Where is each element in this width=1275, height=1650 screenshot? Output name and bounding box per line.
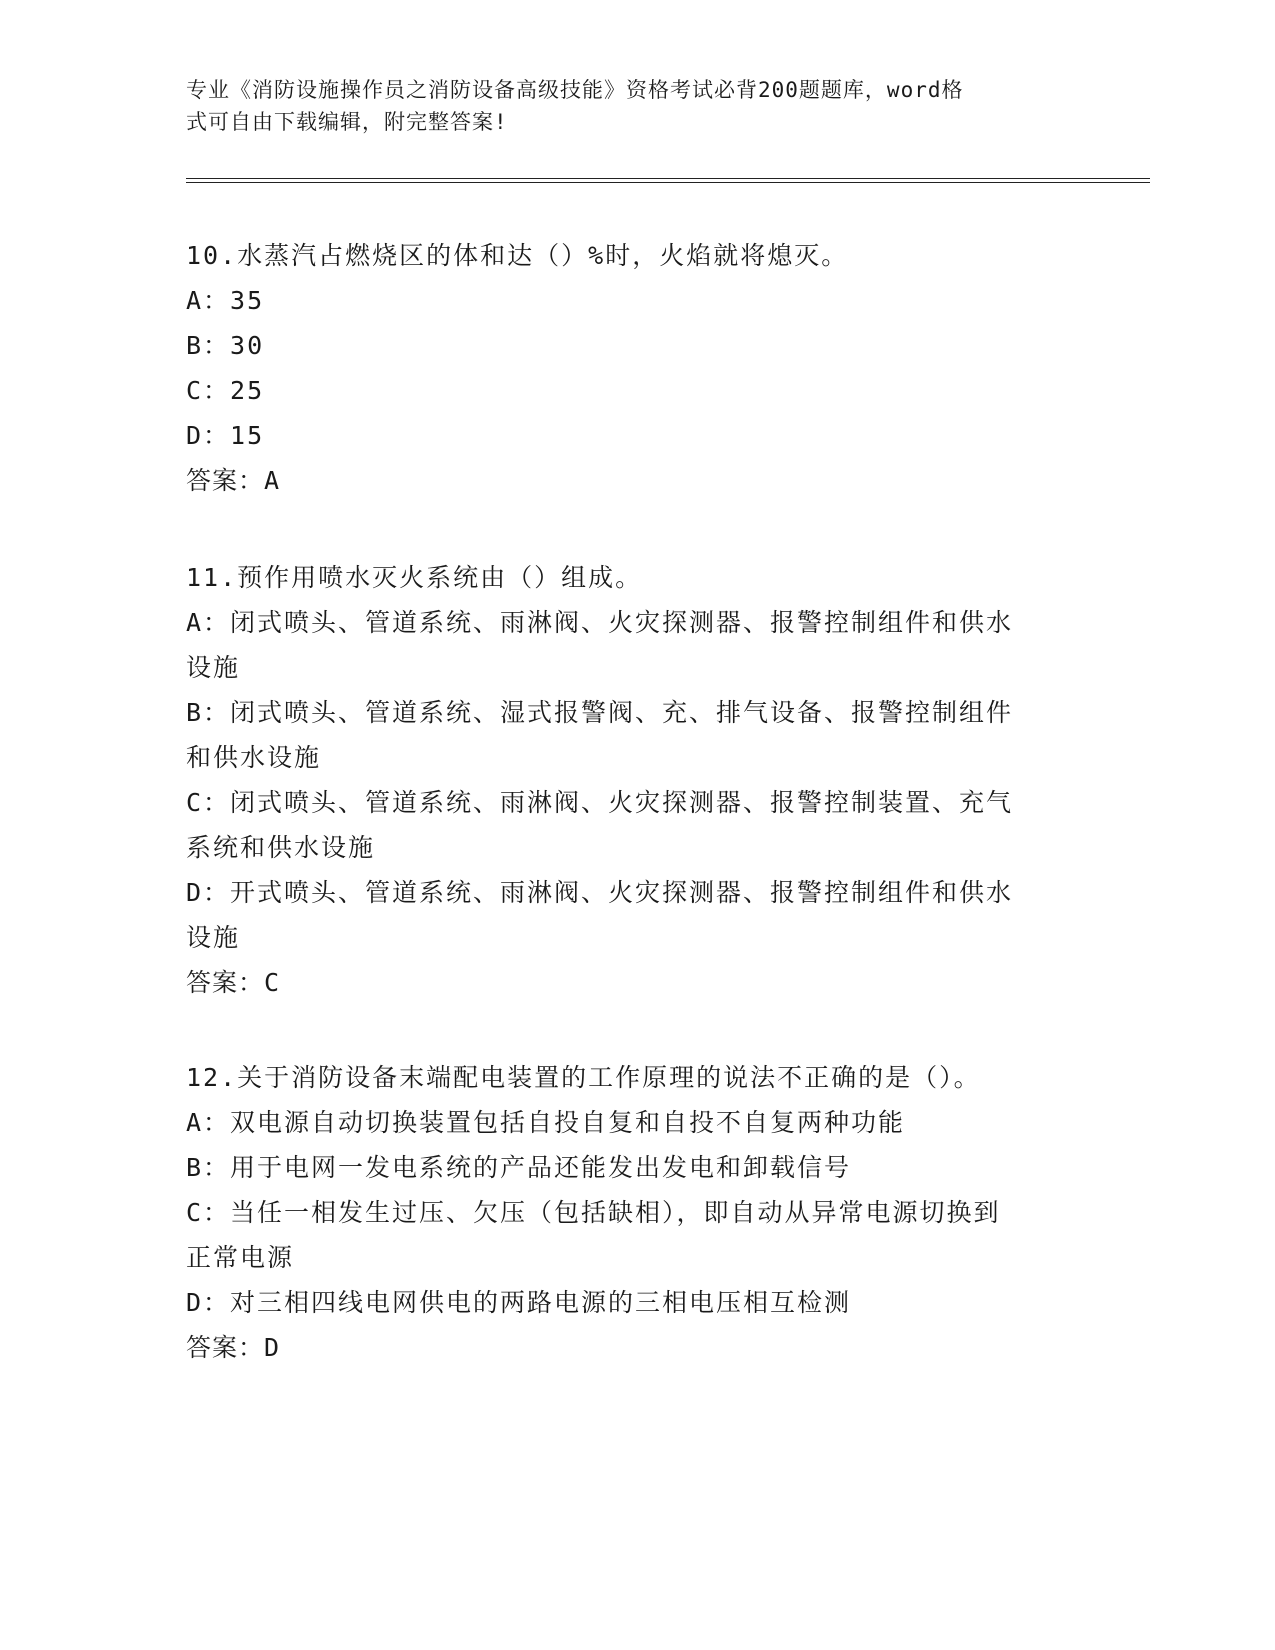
option-b-line-1: B：闭式喷头、管道系统、湿式报警阀、充、排气设备、报警控制组件 <box>186 698 1014 727</box>
answer-value: C <box>264 968 282 997</box>
option-d-line-2: 设施 <box>186 923 241 952</box>
option-c-line-1: C：当任一相发生过压、欠压（包括缺相），即自动从异常电源切换到 <box>186 1198 1001 1227</box>
answer-line <box>186 1325 1086 1370</box>
question-stem: 10.水蒸汽占燃烧区的体和达（）%时，火焰就将熄灭。 <box>186 241 849 270</box>
option-b: B：30 <box>186 331 265 360</box>
answer-value: D <box>264 1333 282 1362</box>
header-line-2: 式可自由下载编辑，附完整答案! <box>186 110 508 134</box>
option-a: A：35 <box>186 286 265 315</box>
option-a-line-2: 设施 <box>186 653 241 682</box>
option-c-line-2: 系统和供水设施 <box>186 833 376 862</box>
option-b-line-1: B：用于电网一发电系统的产品还能发出发电和卸载信号 <box>186 1153 852 1182</box>
option-a-line-1: A：双电源自动切换装置包括自投自复和自投不自复两种功能 <box>186 1108 906 1137</box>
answer-label: 答案： <box>186 466 265 495</box>
answer-label: 答案： <box>186 1333 265 1362</box>
option-c-line-1: C：闭式喷头、管道系统、雨淋阀、火灾探测器、报警控制装置、充气 <box>186 788 1014 817</box>
question-11 <box>186 555 1086 1005</box>
answer-line <box>186 458 1086 503</box>
option-d-line-1: D：开式喷头、管道系统、雨淋阀、火灾探测器、报警控制组件和供水 <box>186 878 1014 907</box>
question-10 <box>186 233 1086 503</box>
answer-line <box>186 960 1086 1005</box>
option-b-line-2: 和供水设施 <box>186 743 322 772</box>
question-12 <box>186 1055 1086 1370</box>
answer-label: 答案： <box>186 968 265 997</box>
answer-value: A <box>264 466 282 495</box>
header-divider-top <box>186 178 1150 179</box>
header-divider-bottom <box>186 182 1150 183</box>
option-a-line-1: A：闭式喷头、管道系统、雨淋阀、火灾探测器、报警控制组件和供水 <box>186 608 1014 637</box>
option-c-line-2: 正常电源 <box>186 1243 295 1272</box>
option-c: C：25 <box>186 376 265 405</box>
question-stem: 11.预作用喷水灭火系统由（）组成。 <box>186 563 643 592</box>
document-header <box>186 74 1056 138</box>
question-stem: 12.关于消防设备末端配电装置的工作原理的说法不正确的是（）。 <box>186 1063 981 1092</box>
option-d: D：15 <box>186 421 265 450</box>
option-d-line-1: D：对三相四线电网供电的两路电源的三相电压相互检测 <box>186 1288 852 1317</box>
header-line-1: 专业《消防设施操作员之消防设备高级技能》资格考试必背200题题库，word格 <box>186 78 964 102</box>
